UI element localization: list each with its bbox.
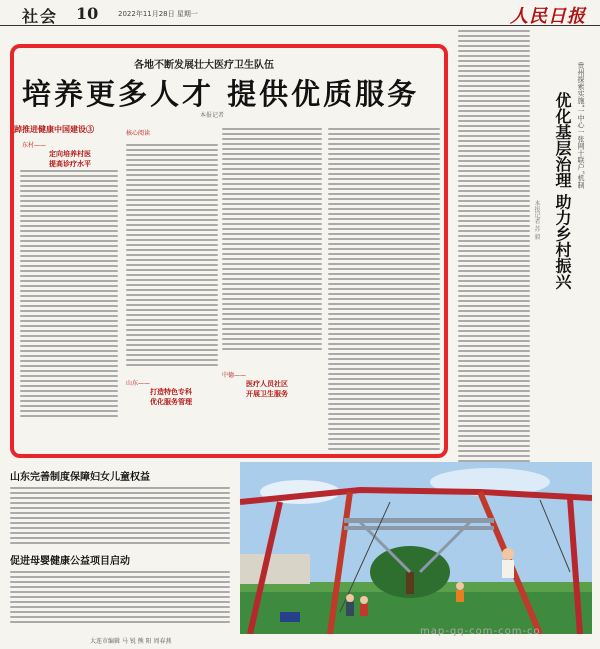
subhead-tag: 山东—— (126, 380, 151, 387)
bottom-article-title: 山东完善制度保障妇女儿童权益 (10, 472, 150, 483)
bottom-article-title: 促进母婴健康公益项目启动 (10, 556, 130, 567)
news-photo (240, 462, 592, 634)
issue-date: 2022年11月28日 星期一 (118, 10, 198, 18)
playground-photo (240, 462, 592, 634)
subhead-2 (126, 128, 216, 137)
article-kicker: 各地不断发展壮大医疗卫生队伍 (134, 60, 274, 71)
subhead-title: 定向培养村医 提高诊疗水平 (49, 149, 91, 168)
bottom-article-1[interactable] (10, 468, 236, 544)
right-article[interactable] (458, 30, 600, 470)
bottom-article-2[interactable] (10, 552, 236, 623)
subhead-4 (222, 370, 312, 399)
section-name: 社会 (22, 7, 59, 26)
masthead (0, 0, 600, 26)
subhead-title: 医疗人员社区 开展卫生服务 (246, 379, 288, 398)
bottom-article-body (10, 571, 230, 623)
subhead-tag: 核心阅读 (126, 130, 151, 137)
subhead-tag: 中德—— (222, 372, 247, 379)
subhead-1 (22, 140, 118, 169)
body-text-col-3 (222, 128, 322, 353)
watermark: map-qq-com-com-co (420, 626, 541, 637)
right-article-title: 优化基层治理 助力乡村振兴 (553, 92, 572, 290)
body-text-col-2 (126, 144, 218, 369)
subhead-3 (126, 378, 216, 407)
bottom-article-body (10, 487, 230, 544)
article-headline: 培养更多人才 提供优质服务 (22, 77, 420, 111)
page-number: 10 (76, 4, 99, 23)
newspaper-logo: 人民日报 (510, 6, 586, 27)
body-text-col-4 (328, 128, 440, 453)
body-text-col-1 (20, 170, 118, 420)
article-byline: 本报记者 (200, 112, 225, 119)
subhead-title: 打造特色专科 优化服务管理 (150, 387, 192, 406)
right-body-text (458, 30, 530, 505)
bottom-articles (10, 468, 236, 638)
footer-credit: 大连市编辑 马 锐 熊 阳 周春燕 (90, 638, 172, 645)
right-article-byline: 本报记者 苏 毅 (533, 200, 540, 240)
featured-article[interactable] (10, 44, 448, 458)
subhead-tag: 东村—— (22, 142, 47, 149)
right-article-kicker: 贵州探索实施“一中心一张网十联户”机制 (577, 62, 585, 189)
series-label: 踔推进健康中国建设③ (14, 124, 94, 134)
